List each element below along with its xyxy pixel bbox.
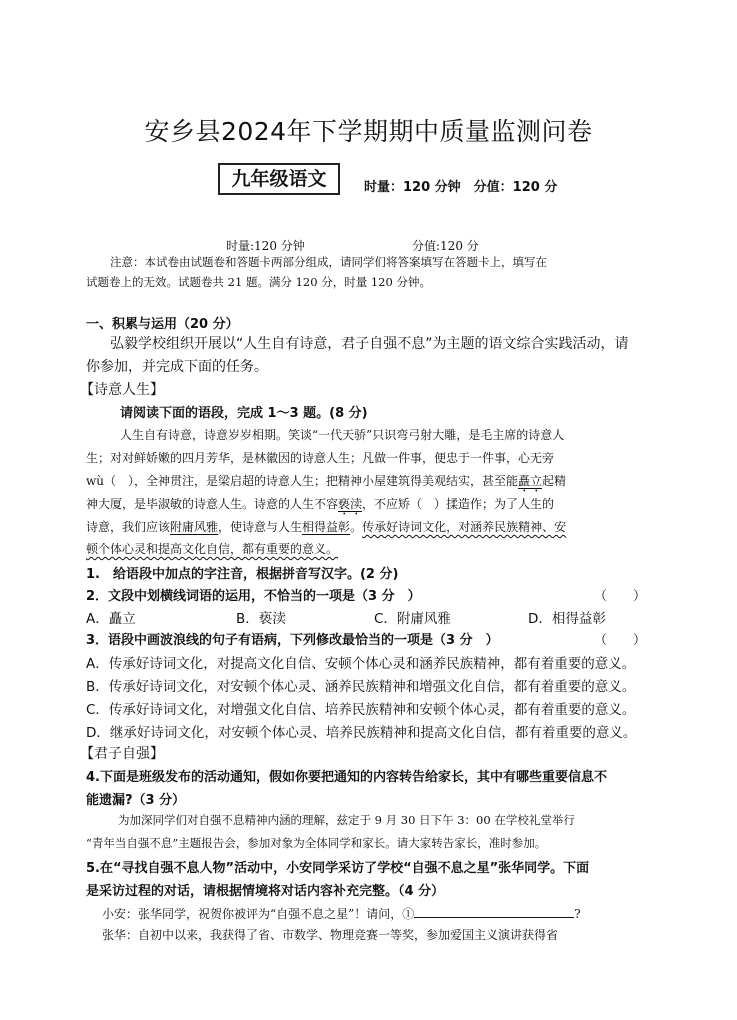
dotted-word: 亵渎: [338, 497, 363, 511]
underlined-word: 附庸风雅: [170, 520, 219, 534]
section-intro: 你参加，并完成下面的任务。: [86, 359, 268, 375]
notice-text: 为加深同学们对自强不息精神内涵的理解，兹定于 9 月 30 日下午 3：00 在学校礼堂举行: [118, 813, 575, 827]
full-score: 分值:120 分: [412, 239, 479, 253]
notice-text: “青年当自强不息”主题报告会，参加对象为全体同学和家长。请大家转告家长，准时参加。: [86, 836, 547, 850]
notice-line: 注意：本试卷由试题卷和答题卡两部分组成，请同学们将答案填写在答题卡上，填写在: [110, 255, 547, 269]
underlined-word: 相得益彰: [302, 520, 351, 534]
instruction: 请阅读下面的语段，完成 1～3 题。(8 分): [120, 406, 368, 421]
section-intro: 弘毅学校组织开展以“人生自有诗意，君子自强不息”为主题的语文综合实践活动，请: [110, 336, 629, 352]
dialogue-line: 小安：张华同学，祝贺你被评为“自强不息之星”！请问，① ?: [102, 903, 581, 922]
passage-line: 生；对对鲜娇嫩的四月芳华，是林徽因的诗意人生；凡做一件事，便忠于一件事，心无旁: [86, 451, 555, 465]
option[interactable]: B．传承好诗词文化，对安顿个体心灵、涵养民族精神和增强文化自信，都有着重要的意义。: [86, 679, 636, 695]
exam-notice: [86, 252, 656, 292]
option[interactable]: A．传承好诗词文化，对提高文化自信、安顿个体心灵和涵养民族精神，都有着重要的意义。: [86, 656, 636, 672]
wavy-sentence: 顿个体心灵和提高文化自信，都有重要的意义。: [86, 542, 339, 556]
question-5: 5.在“寻找自强不息人物”活动中，小安同学采访了学校“自强不息之星”张华同学。下面: [86, 861, 590, 876]
question-4: 4.下面是班级发布的活动通知，假如你要把通知的内容转告给家长，其中有哪些重要信息不: [86, 770, 607, 785]
answer-bracket[interactable]: （ ）: [594, 589, 647, 604]
section-heading: 一、积累与运用（20 分）: [86, 317, 239, 332]
dialogue-line: 张华：自初中以来，我获得了省、市数学、物理竞赛一等奖，参加爱国主义演讲获得省: [102, 928, 559, 942]
wavy-sentence: 传承好诗词文化，对涵养民族精神、安: [362, 520, 567, 534]
passage-line: [86, 540, 338, 557]
option[interactable]: A．矗立: [86, 611, 136, 627]
notice-line: 试题卷上的无效。试题卷共 21 题。满分 120 分，时量 120 分钟。: [86, 275, 431, 289]
question-1: 1. 给语段中加点的字注音，根据拼音写汉字。(2 分): [86, 567, 399, 582]
option[interactable]: C．附庸风雅: [374, 611, 451, 627]
grade-subject-box: 九年级语文: [218, 163, 340, 195]
answer-bracket[interactable]: （ ）: [594, 633, 647, 648]
page-title: 安乡县2024年下学期期中质量监测问卷: [144, 117, 593, 146]
dotted-word: 矗立: [518, 474, 543, 488]
question-4: 能遗漏?（3 分）: [86, 793, 186, 808]
answer-blank[interactable]: [414, 903, 574, 918]
passage-line: wù（ ），全神贯注，是梁启超的诗意人生；把精神小屋建筑得美观结实，甚至能矗立起精: [86, 474, 567, 488]
option[interactable]: D．继承好诗词文化，对安顿个体心灵、培养民族精神和提高文化自信，都有着重要的意义。: [86, 725, 637, 741]
time-limit: 时量:120 分钟: [226, 239, 305, 253]
passage-line: 诗意，我们应该附庸风雅，使诗意与人生相得益彰。传承好诗词文化，对涵养民族精神、安: [86, 520, 567, 534]
option[interactable]: D．相得益彰: [528, 611, 606, 627]
question-3: 3．语段中画波浪线的句子有语病，下列修改最恰当的一项是（3 分 ）: [86, 633, 499, 648]
option[interactable]: C．传承好诗词文化，对增强文化自信、培养民族精神和安顿个体心灵，都有着重要的意义。: [86, 702, 636, 718]
passage-line: 人生自有诗意，诗意岁岁相期。笑谈“一代天骄”只识弯弓射大雕，是毛主席的诗意人: [120, 428, 565, 442]
passage-line: 神大厦，是毕淑敏的诗意人生。诗意的人生不容亵渎，不应矫（ ）揉造作；为了人生的: [86, 497, 555, 511]
option[interactable]: B．亵渎: [236, 611, 286, 627]
question-2: 2．文段中划横线词语的运用，不恰当的一项是（3 分 ）: [86, 589, 421, 604]
subsection-tag: 【诗意人生】: [80, 382, 164, 398]
question-5: 是采访过程的对话，请根据情境将对话内容补充完整。（4 分）: [86, 884, 445, 899]
time-score-bold: 时量：120 分钟 分值：120 分: [364, 180, 558, 195]
subsection-tag: 【君子自强】: [80, 746, 164, 762]
